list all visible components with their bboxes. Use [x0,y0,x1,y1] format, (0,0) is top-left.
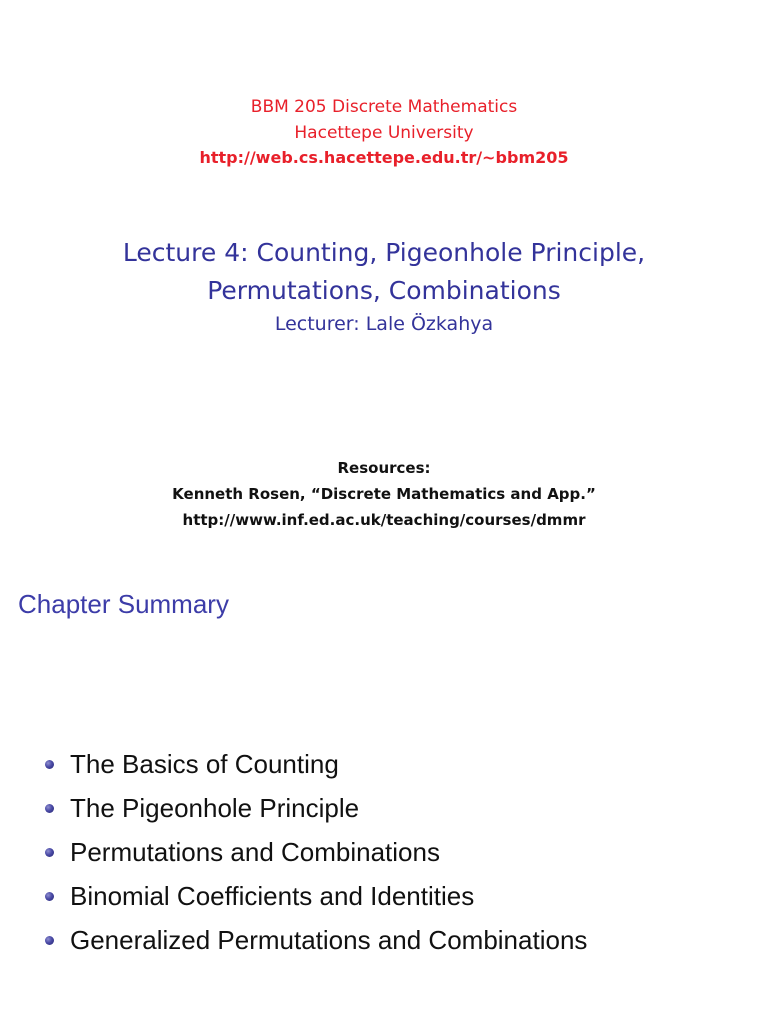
list-item [0,742,587,786]
list-item [0,786,587,830]
resource-book: Kenneth Rosen, “Discrete Mathematics and App.” [172,485,596,503]
list-item-label: Generalized Permutations and Combinations [70,925,588,955]
bullet-icon [45,804,54,813]
lecture-title-line2: Permutations, Combinations [207,276,561,305]
university-name: Hacettepe University [294,123,474,143]
list-item [0,830,587,874]
lecturer-name: Lecturer: Lale Özkahya [274,313,494,335]
list-item-label: Permutations and Combinations [70,837,440,867]
course-name: BBM 205 Discrete Mathematics [250,97,518,117]
list-item [0,918,587,962]
bullet-icon [45,848,54,857]
list-item-label: Binomial Coefficients and Identities [70,881,475,911]
resources-label: Resources: [337,459,431,477]
bullet-icon [45,936,54,945]
course-url: http://web.cs.hacettepe.edu.tr/∼bbm205 [199,148,569,167]
summary-slide [0,570,768,1024]
resource-url: http://www.inf.ed.ac.uk/teaching/courses/dmmr [182,511,586,529]
list-item [0,874,587,918]
summary-list [0,742,587,962]
lecture-title-line1: Lecture 4: Counting, Pigeonhole Principle, [122,238,646,267]
list-item-label: The Basics of Counting [70,749,339,779]
list-item-label: The Pigeonhole Principle [70,793,360,823]
bullet-icon [45,892,54,901]
bullet-icon [45,760,54,769]
chapter-summary-heading: Chapter Summary [18,589,229,619]
